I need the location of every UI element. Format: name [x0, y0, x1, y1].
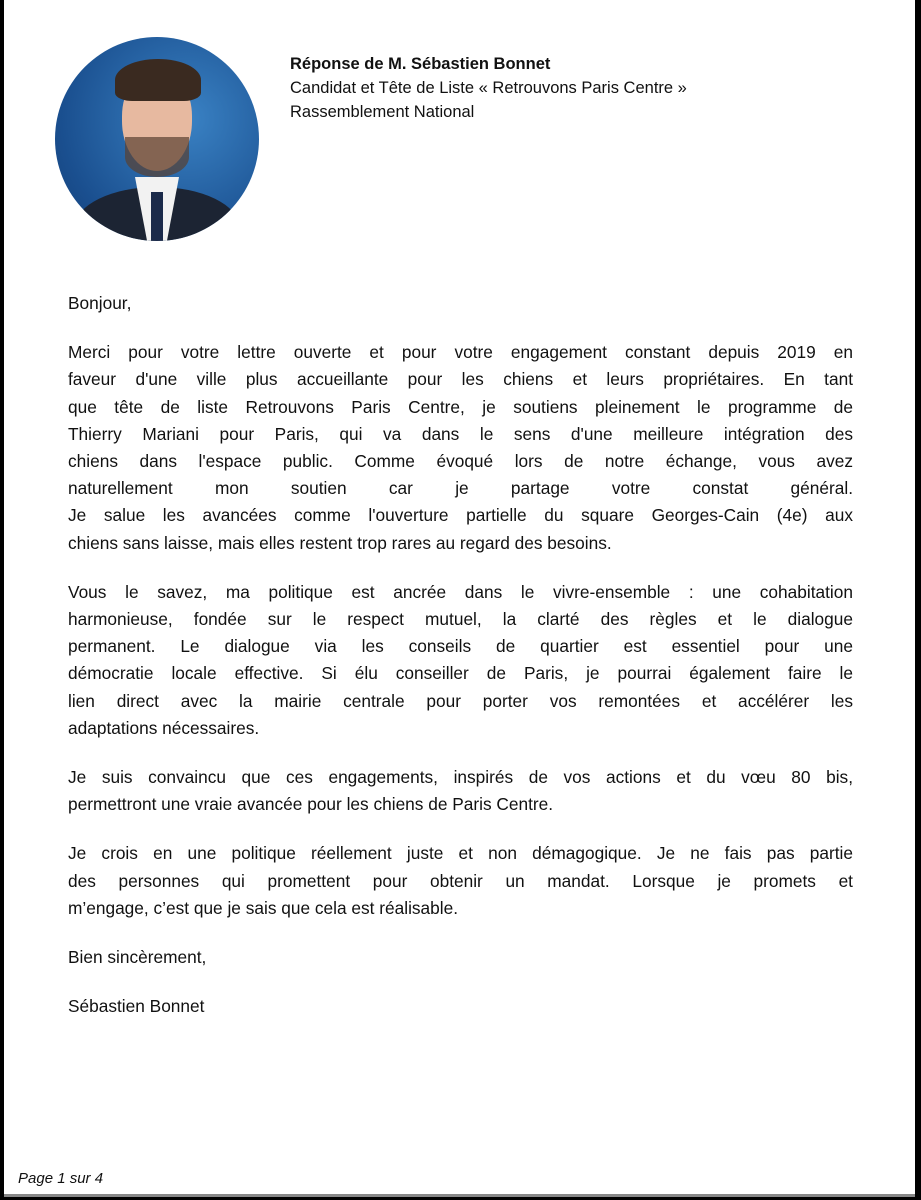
paragraph-line: démocratie locale effective. Si élu conseiller de Paris, je pourrai également faire le — [68, 663, 853, 684]
closing: Bien sincèrement, — [68, 947, 207, 968]
letter-body — [68, 290, 853, 1042]
paragraph-line: Vous le savez, ma politique est ancrée dans le vivre-ensemble : une cohabitation — [68, 581, 853, 602]
paragraph-line: que tête de liste Retrouvons Paris Centre, je soutiens pleinement le programme de — [68, 396, 853, 417]
letter-title: Réponse de M. Sébastien Bonnet — [290, 55, 551, 73]
candidate-role: Candidat et Tête de Liste « Retrouvons Paris Centre » — [290, 79, 687, 97]
paragraph-line: Merci pour votre lettre ouverte et pour votre engagement constant depuis 2019 en — [68, 342, 853, 363]
paragraph-line: lien direct avec la mairie centrale pour porter vos remontées et accélérer les — [68, 690, 853, 711]
paragraph-line: chiens dans l'espace public. Comme évoqué lors de notre échange, vous avez — [68, 451, 853, 472]
paragraph-line: Thierry Mariani pour Paris, qui va dans le sens d'une meilleure intégration des — [68, 423, 853, 444]
paragraph-line: chiens sans laisse, mais elles restent trop rares au regard des besoins. — [68, 532, 612, 553]
letter-paragraph — [68, 764, 853, 818]
paragraph-line: des personnes qui promettent pour obtenir un mandat. Lorsque je promets et — [68, 870, 853, 891]
signature: Sébastien Bonnet — [68, 996, 205, 1017]
candidate-photo — [55, 37, 259, 241]
letter-paragraph — [68, 840, 853, 922]
paragraph-line: faveur d'une ville plus accueillante pour les chiens et leurs propriétaires. En tant — [68, 369, 853, 390]
letter-header — [290, 52, 687, 124]
paragraph-line: Je crois en une politique réellement juste et non démagogique. Je ne fais pas partie — [68, 843, 853, 864]
paragraph-line: naturellement mon soutien car je partage votre constat général. — [68, 478, 853, 499]
party-name: Rassemblement National — [290, 103, 475, 121]
page-number: Page 1 sur 4 — [18, 1170, 104, 1187]
paragraph-line: harmonieuse, fondée sur le respect mutuel, la clarté des règles et le dialogue — [68, 609, 853, 630]
paragraph-line: adaptations nécessaires. — [68, 717, 260, 738]
paragraph-line: Je salue les avancées comme l'ouverture partielle du square Georges-Cain (4e) aux — [68, 505, 853, 526]
paragraph-line: m’engage, c’est que je sais que cela est réalisable. — [68, 897, 459, 918]
paragraph-line: permettront une vraie avancée pour les chiens de Paris Centre. — [68, 794, 554, 815]
letter-paragraph — [68, 339, 853, 557]
document-page — [4, 0, 915, 1197]
paragraph-line: permanent. Le dialogue via les conseils de quartier est essentiel pour une — [68, 636, 853, 657]
greeting: Bonjour, — [68, 293, 132, 313]
paragraph-line: Je suis convaincu que ces engagements, inspirés de vos actions et du vœu 80 bis, — [68, 767, 853, 788]
letter-paragraph — [68, 579, 853, 742]
